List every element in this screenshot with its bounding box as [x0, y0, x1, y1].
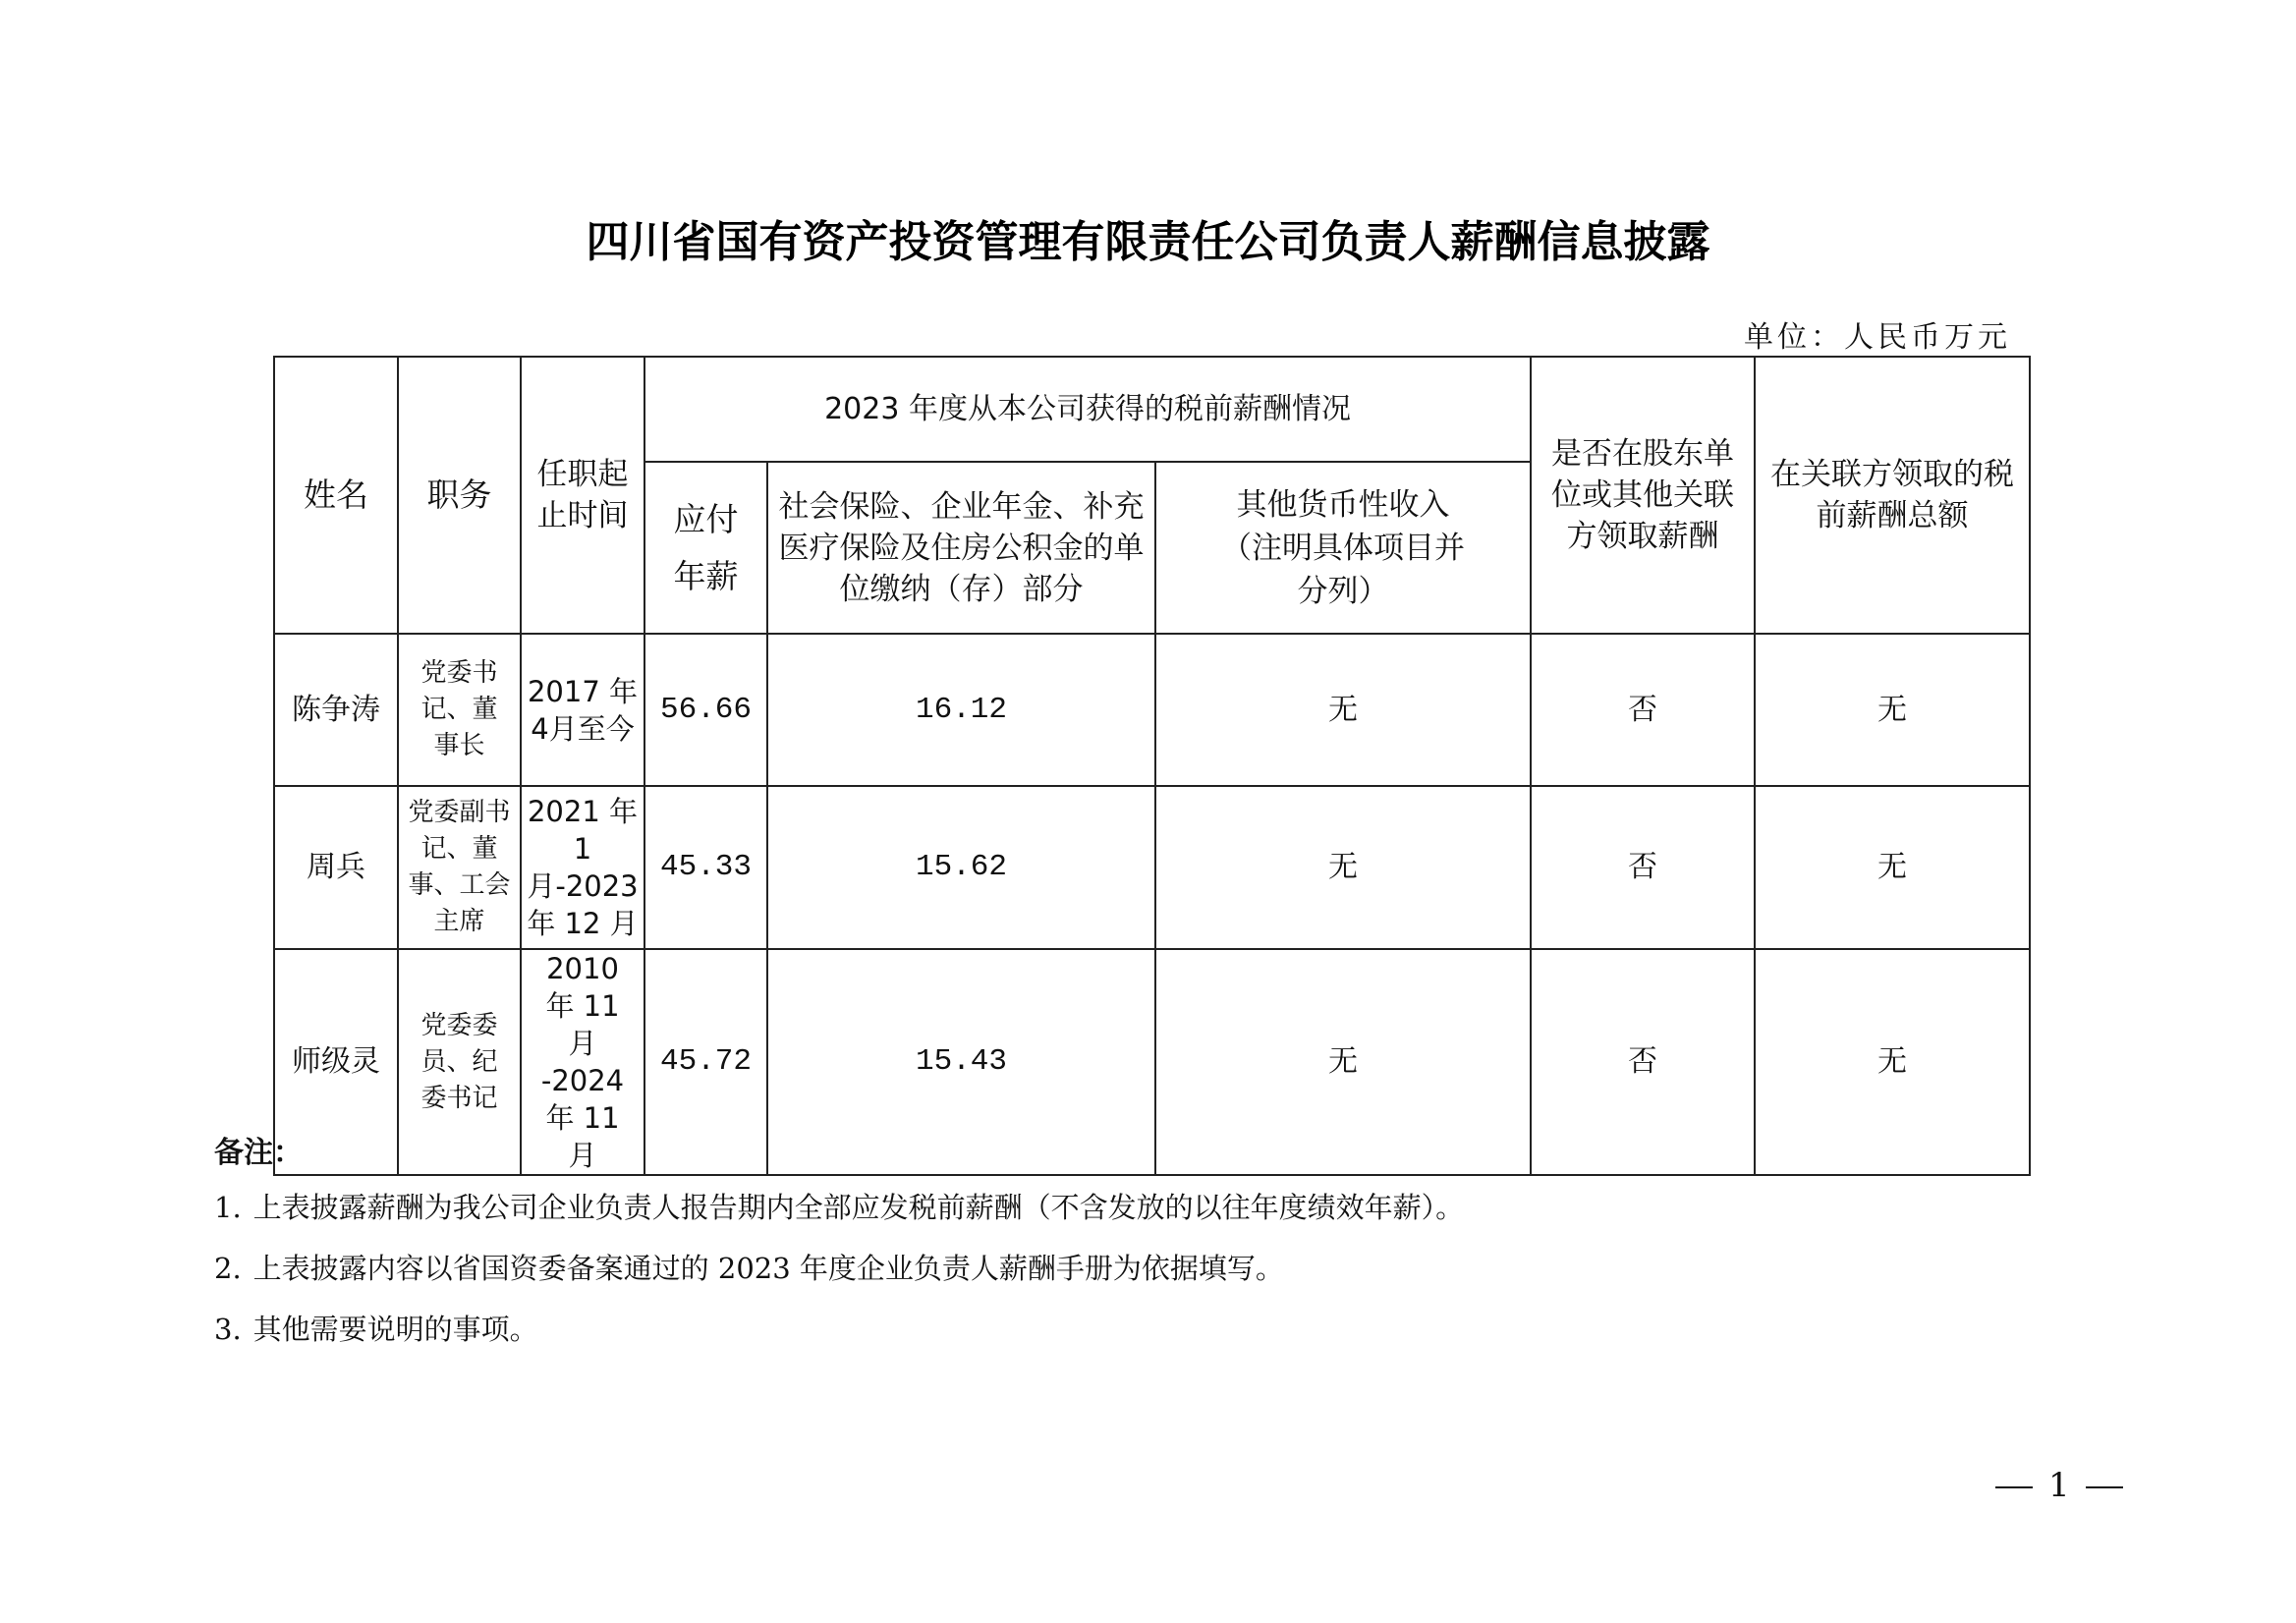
cell-social-insurance: 16.12: [767, 634, 1155, 786]
cell-annual-salary: 56.66: [644, 634, 767, 786]
table-row: [274, 786, 2030, 949]
cell-name: 周兵: [274, 786, 398, 949]
cell-related-total: 无: [1755, 786, 2030, 949]
unit-label: 单位：人民币万元: [1744, 320, 2011, 355]
page-number: 1: [1980, 1466, 2139, 1505]
header-position: 职务: [398, 357, 521, 634]
salary-table: [273, 356, 2031, 1176]
cell-position: 党委书记、董事长: [398, 634, 521, 786]
header-other-income: 其他货币性收入（注明具体项目并分列）: [1155, 462, 1531, 634]
cell-other-income: 无: [1155, 634, 1531, 786]
notes-section: [214, 1128, 1464, 1360]
cell-tenure: 2010 年 11 月 -2024 年 11 月: [521, 949, 644, 1175]
header-related-total: 在关联方领取的税前薪酬总额: [1755, 357, 2030, 634]
header-social-insurance: 社会保险、企业年金、补充医疗保险及住房公积金的单位缴纳（存）部分: [767, 462, 1155, 634]
table-row: [274, 634, 2030, 786]
cell-position: 党委副书记、董事、工会主席: [398, 786, 521, 949]
cell-name: 师级灵: [274, 949, 398, 1175]
cell-tenure: 2021 年 1 月-2023 年 12 月: [521, 786, 644, 949]
cell-related-party: 否: [1531, 786, 1755, 949]
notes-label: 备注：: [214, 1136, 303, 1170]
cell-tenure: 2017 年4月至今: [521, 634, 644, 786]
dash-left: [1995, 1486, 2033, 1488]
cell-related-total: 无: [1755, 634, 2030, 786]
cell-related-party: 否: [1531, 949, 1755, 1175]
cell-annual-salary: 45.33: [644, 786, 767, 949]
header-annual-salary: 应付年薪: [644, 462, 767, 634]
header-related-party: 是否在股东单位或其他关联方领取薪酬: [1531, 357, 1755, 634]
dash-right: [2086, 1486, 2123, 1488]
cell-related-total: 无: [1755, 949, 2030, 1175]
cell-name: 陈争涛: [274, 634, 398, 786]
cell-annual-salary: 45.72: [644, 949, 767, 1175]
note-item: 2. 上表披露内容以省国资委备案通过的 2023 年度企业负责人薪酬手册为依据填写。: [214, 1252, 1284, 1285]
note-item: 1. 上表披露薪酬为我公司企业负责人报告期内全部应发税前薪酬（不含发放的以往年度绩效年薪）。: [214, 1191, 1465, 1224]
header-name: 姓名: [274, 357, 398, 634]
cell-social-insurance: 15.62: [767, 786, 1155, 949]
header-row-top: [274, 357, 2030, 462]
header-tenure: 任职起止时间: [521, 357, 644, 634]
cell-related-party: 否: [1531, 634, 1755, 786]
note-item: 3. 其他需要说明的事项。: [214, 1313, 538, 1346]
cell-social-insurance: 15.43: [767, 949, 1155, 1175]
cell-other-income: 无: [1155, 786, 1531, 949]
header-2023-salary-group: 2023 年度从本公司获得的税前薪酬情况: [644, 357, 1531, 462]
document-title: 四川省国有资产投资管理有限责任公司负责人薪酬信息披露: [586, 217, 1710, 267]
cell-position: 党委委员、纪委书记: [398, 949, 521, 1175]
cell-other-income: 无: [1155, 949, 1531, 1175]
